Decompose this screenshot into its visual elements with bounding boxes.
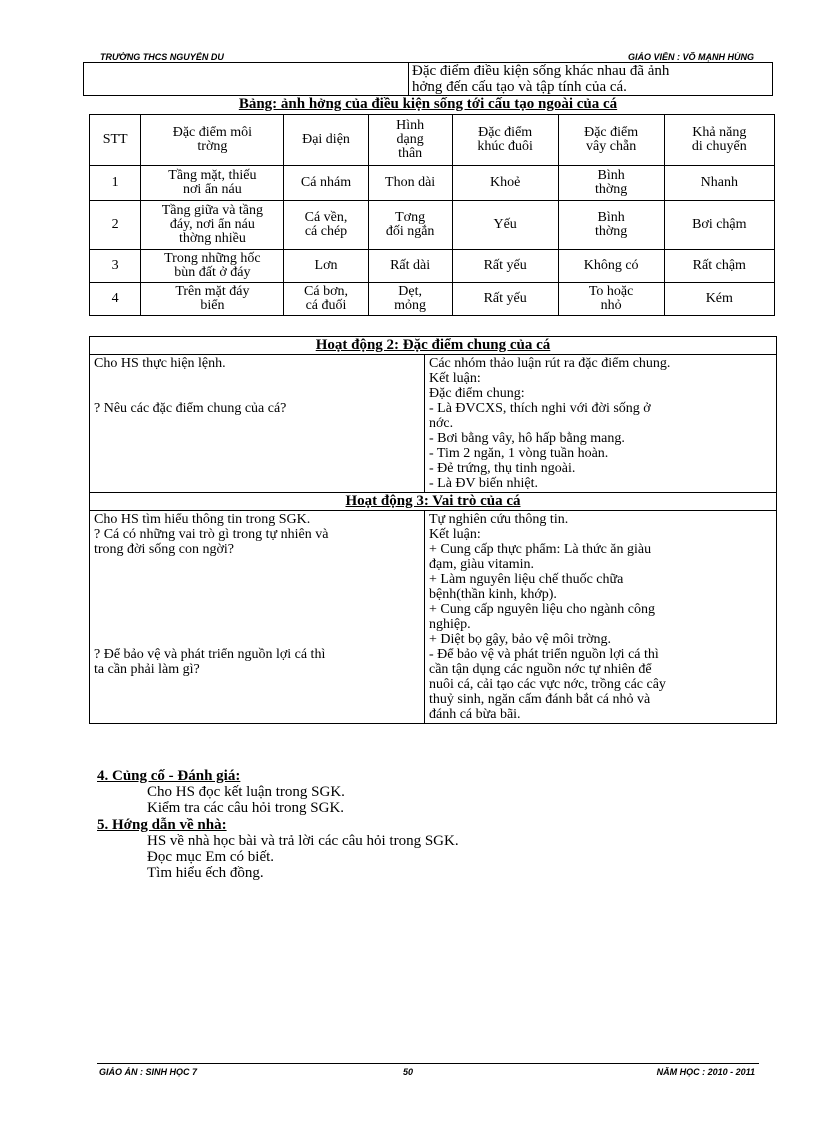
activity3-teacher-line [94,617,420,632]
activity3-student-line: bệnh(thần kinh, khớp). [429,587,557,602]
activity3-student-line: + Cung cấp thực phẩm: Là thức ăn giàu [429,542,652,557]
activity2-teacher-line [94,371,420,386]
cell-text-line: Rất yếu [483,258,527,273]
env-table-cell [664,201,774,250]
activity2-student-line: - Là ĐVCXS, thích nghi với đời sống ở [429,401,651,416]
env-table-cell [141,166,284,201]
activity2-student-line: - Là ĐV biến nhiệt. [429,476,538,491]
activity2-student-line: Các nhóm thảo luận rút ra đặc điểm chung. [429,356,671,371]
intro-table [83,62,773,96]
cell-text-line: cá chép [304,224,348,239]
env-table-header-row [90,115,775,166]
section-5 [97,817,459,881]
cell-text-line: Thon dài [385,175,436,190]
section-4-line: Kiểm tra các câu hỏi trong SGK. [147,800,345,816]
activity3-student-cell [425,511,777,724]
cell-text-line: Rất dài [390,258,431,273]
cell-text-line: Nhanh [700,175,738,190]
page-number: 50 [403,1067,414,1077]
activity2-student-line: Đặc điểm chung: [429,386,525,401]
section-5-line: Tìm hiểu ếch đồng. [147,865,264,881]
activity2-student-cell [425,355,777,493]
env-table-header-cell [141,115,284,166]
activity3-teacher-line: ? Cá có những vai trò gì trong tự nhiên và [94,527,329,542]
cell-text-line: thờng [594,224,628,239]
activity3-student-line: nuôi cá, cải tạo các vực nớc, trồng các cây [429,677,666,692]
env-table-cell [664,166,774,201]
env-table-cell [452,250,558,283]
cell-text-line: Bình [597,168,625,183]
cell-text-line: 4 [111,291,119,306]
cell-text-line: Yếu [493,217,517,232]
env-table-header-cell [284,115,368,166]
cell-text-line: 3 [111,258,119,273]
activity3-student-line: cần tận dụng các nguồn nớc tự nhiên để [429,662,652,677]
activity2-title: Hoạt động 2: Đặc điểm chung của cá [90,337,777,355]
activity3-teacher-line [94,557,420,572]
cell-text-line: đối ngắn [385,224,435,239]
cell-text-line: Tầng mặt, thiếu [168,168,257,183]
env-table [89,114,775,316]
section-4-line: Cho HS đọc kết luận trong SGK. [147,784,345,800]
activity3-student-line: đánh cá bừa bãi. [429,707,521,722]
env-table-cell [368,166,452,201]
activity2-student-line: - Bơi bằng vây, hô hấp bằng mang. [429,431,625,446]
cell-text-line: Trong những hốc [164,251,261,266]
header-text-line: khúc đuôi [477,139,533,154]
cell-text-line: Khoẻ [489,175,521,190]
env-table-cell [664,283,774,316]
section-4-title: 4. Củng cố - Đánh giá: [97,768,241,784]
activity2-teacher-cell [90,355,425,493]
cell-text-line: 2 [111,217,119,232]
cell-text-line: Trên mặt đáy [175,284,250,299]
cell-text-line: Dẹt, [398,284,422,299]
env-table-cell [90,166,141,201]
env-table-header-cell [452,115,558,166]
env-table-cell [368,283,452,316]
env-table-cell [452,283,558,316]
env-table-cell [90,283,141,316]
intro-right-cell [409,63,773,96]
activity2-teacher-line: ? Nêu các đặc điểm chung của cá? [94,401,287,416]
header-text-line: Khả năng [692,125,747,140]
header-text-line: Hình [396,118,425,133]
header-text-line: Đặc điểm [584,125,639,140]
header-text-line: Đặc điểm môi [172,125,253,140]
activity3-student-line: + Làm nguyên liệu chế thuốc chữa [429,572,624,587]
env-table-cell [558,250,664,283]
header-text-line: STT [102,132,128,147]
cell-text-line: Tơng [395,210,426,225]
cell-text-line: Bơi chậm [692,217,747,232]
footer-subject: GIÁO ÁN : SINH HỌC 7 [99,1067,198,1077]
activity3-teacher-line: trong đời sống con ngời? [94,542,235,557]
env-table-cell [558,166,664,201]
env-table-row [90,166,775,201]
activity2-student-line: - Tim 2 ngăn, 1 vòng tuần hoàn. [429,446,609,461]
cell-text-line: Tầng giữa và tầng [161,203,264,218]
env-table-header-cell [664,115,774,166]
cell-text-line: Không có [583,258,639,273]
env-table-cell [452,201,558,250]
env-table-header-cell [90,115,141,166]
cell-text-line: Cá vền, [304,210,348,225]
cell-text-line: thờng nhiều [178,231,246,246]
activity3-teacher-line: ? Để bảo vệ và phát triển nguồn lợi cá thì [94,647,326,662]
section-5-title: 5. Hớng dẫn về nhà: [97,817,227,833]
page-footer [97,1067,759,1077]
cell-text-line: bùn đất ở đáy [174,265,251,280]
page-header [96,52,758,62]
env-table-cell [368,250,452,283]
cell-text-line: nhỏ [600,298,622,313]
cell-text-line: cá đuối [305,298,347,313]
activity-table [89,336,777,724]
activity3-teacher-line [94,587,420,602]
section-5-line: Đọc mục Em có biết. [147,849,275,865]
header-teacher: GIÁO VIÊN : VÕ MẠNH HÙNG [627,52,754,62]
env-table-cell [141,250,284,283]
intro-text-line: Đặc điểm điều kiện sống khác nhau đã ảnh [412,63,670,79]
header-text-line: di chuyển [691,139,747,154]
cell-text-line: đáy, nơi ẩn náu [169,217,255,232]
env-table-title: Bảng: ảnh hởng của điều kiện sống tới cấu tạo ngoài của cá [238,96,618,112]
header-text-line: dạng [396,132,424,147]
cell-text-line: Lơn [314,258,338,273]
activity3-student-line: + Diệt bọ gậy, bảo vệ môi trờng. [429,632,611,647]
cell-text-line: biển [200,298,225,313]
env-table-cell [90,250,141,283]
env-table-cell [141,283,284,316]
activity2-teacher-line: Cho HS thực hiện lệnh. [94,356,226,371]
env-table-cell [558,201,664,250]
env-table-cell [452,166,558,201]
activity3-teacher-line: ta cần phải làm gì? [94,662,200,677]
env-table-cell [284,283,368,316]
activity3-teacher-line [94,632,420,647]
header-text-line: thân [398,146,423,161]
env-table-row [90,283,775,316]
activity2-student-line: Kết luận: [429,371,481,386]
activity3-student-line: - Để bảo vệ và phát triển nguồn lợi cá thì [429,647,659,662]
cell-text-line: Bình [597,210,625,225]
activity3-student-line: Tự nghiên cứu thông tin. [429,512,569,527]
header-text-line: Đặc điểm [478,125,533,140]
activity2-student-line: - Đẻ trứng, thụ tinh ngoài. [429,461,576,476]
env-table-cell [284,250,368,283]
section-4 [97,768,345,816]
env-table-row [90,250,775,283]
footer-rule [97,1063,759,1064]
activity3-teacher-line [94,602,420,617]
env-table-header-cell [558,115,664,166]
section-5-line: HS về nhà học bài và trả lời các câu hỏi trong SGK. [147,833,459,849]
activity3-student-line: Kết luận: [429,527,481,542]
env-table-cell [90,201,141,250]
activity2-student-line: nớc. [429,416,454,431]
env-table-cell [141,201,284,250]
activity3-teacher-cell [90,511,425,724]
header-text-line: vây chẵn [586,139,637,154]
activity3-title: Hoạt động 3: Vai trò của cá [90,493,777,511]
footer-year: NĂM HỌC : 2010 - 2011 [656,1067,755,1077]
header-text-line: trờng [197,139,228,154]
cell-text-line: Kém [705,291,733,306]
env-table-header-cell [368,115,452,166]
activity3-student-line: nghiệp. [429,617,471,632]
activity3-student-line: + Cung cấp nguyên liệu cho ngành công [429,602,656,617]
cell-text-line: Cá nhám [300,175,352,190]
activity2-teacher-line [94,386,420,401]
header-school: TRƯỜNG THCS NGUYỄN DU [100,52,224,62]
env-table-cell [284,166,368,201]
cell-text-line: Cá bơn, [304,284,348,299]
env-table-cell [664,250,774,283]
cell-text-line: Rất yếu [483,291,527,306]
activity3-student-line: thuỷ sinh, ngăn cấm đánh bắt cá nhỏ và [429,692,651,707]
cell-text-line: nơi ẩn náu [183,182,242,197]
activity3-teacher-line: Cho HS tìm hiểu thông tin trong SGK. [94,512,311,527]
env-table-cell [558,283,664,316]
cell-text-line: thờng [594,182,628,197]
cell-text-line: 1 [111,175,119,190]
header-text-line: Đại diện [302,132,350,147]
intro-left-cell [84,63,409,96]
env-table-row [90,201,775,250]
env-table-cell [368,201,452,250]
activity3-teacher-line [94,572,420,587]
activity3-student-line: đạm, giàu vitamin. [429,557,534,572]
cell-text-line: To hoặc [588,284,634,299]
cell-text-line: mỏng [394,298,427,313]
env-table-cell [284,201,368,250]
intro-text-line: hởng đến cấu tạo và tập tính của cá. [412,79,627,95]
cell-text-line: Rất chậm [692,258,746,273]
